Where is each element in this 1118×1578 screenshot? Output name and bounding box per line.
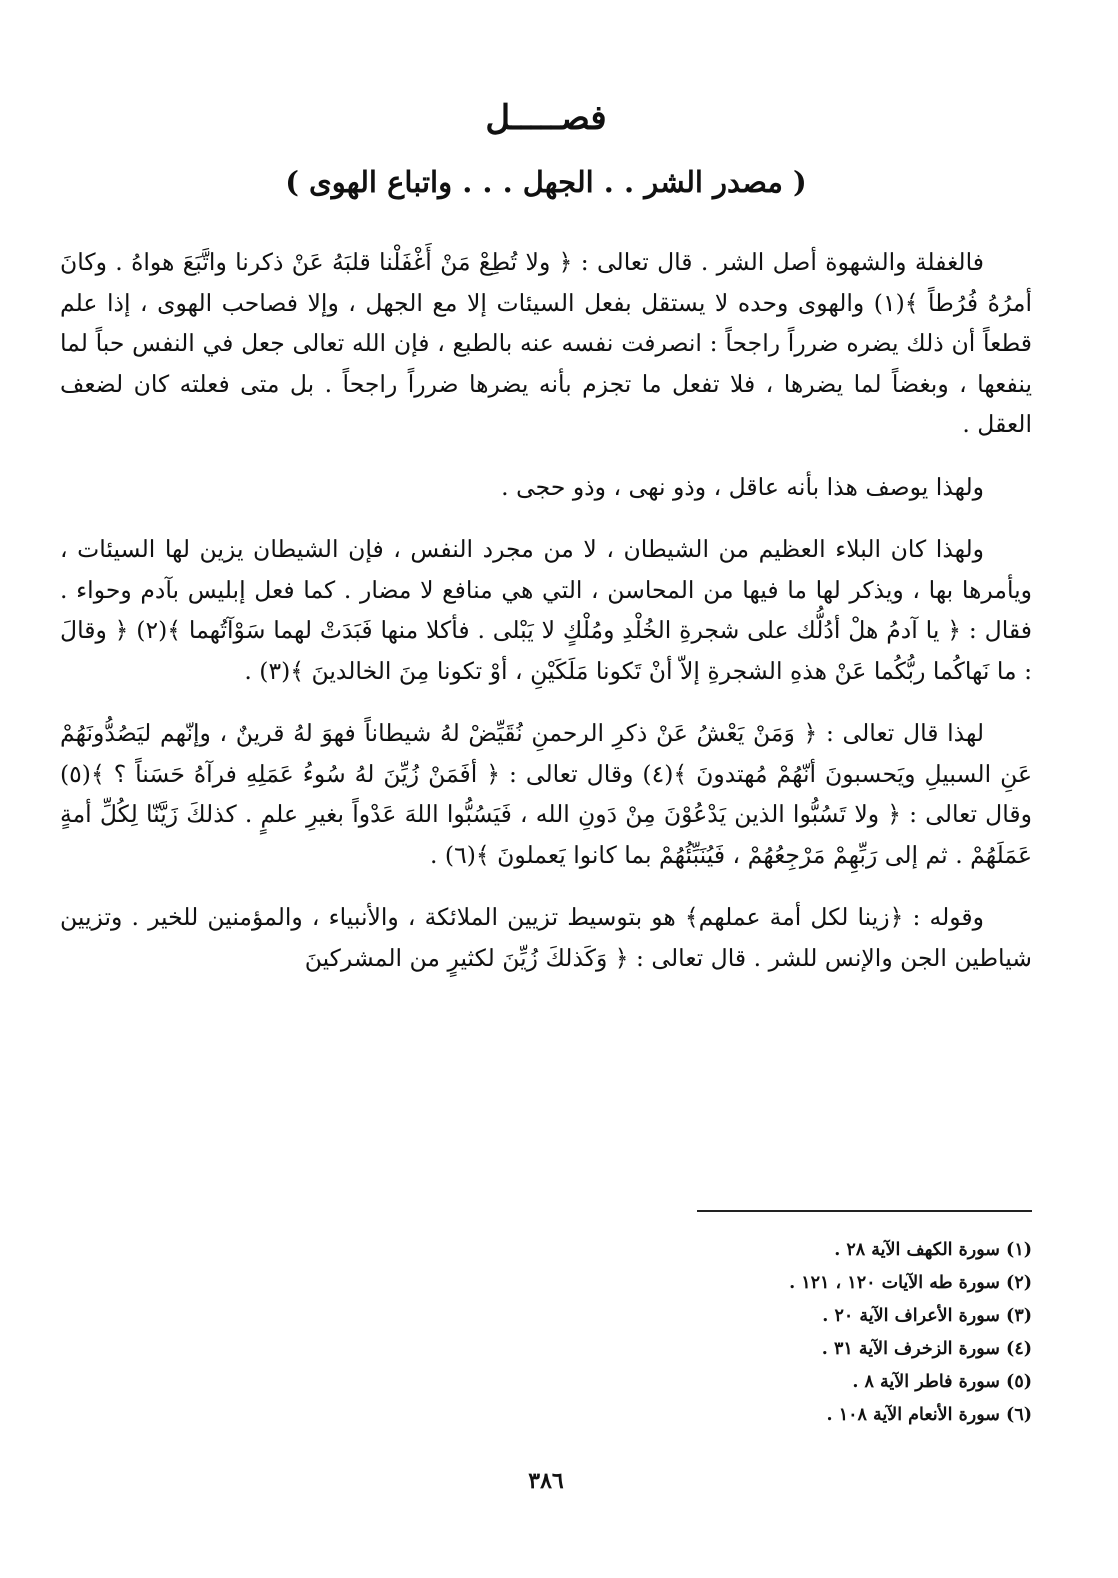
paragraph-4: لهذا قال تعالى : ﴿ وَمَنْ يَعْشُ عَنْ ذكرِ الرحمنِ نُقَيِّضْ لهُ شيطاناً فهوَ لهُ قرينٌ ، وإنّهم ليَصُدُّونَهُمْ عَنِ السبيلِ ويَحسبونَ أنّهُمْ مُهتدونَ ﴾(٤) وقال تعالى : ﴿ أفَمَنْ زُيِّنَ لهُ سُوءُ عَمَلِهِ فرآهُ حَسَناً ؟ ﴾(٥) وقال تعالى : ﴿ ولا تَسُبُّوا الذين يَدْعُوْنَ مِنْ دَونِ الله ، فَيَسُبُّوا اللهَ عَدْواً بغيرِ علمٍ . كذلكَ زَيَّنّا لِكُلِّ أمةٍ عَمَلَهُمْ . ثم إلى رَبِّهِمْ مَرْجِعُهُمْ ، فَيُنَبِّئُهُمْ بما كانوا يَعملونَ ﴾(٦) . [60, 719, 1032, 869]
footnote-1: (١) سورة الكهف الآية ٢٨ . [834, 1240, 1032, 1260]
paragraph-3: ولهذا كان البلاء العظيم من الشيطان ، لا من مجرد النفس ، فإن الشيطان يزين لها السيئات ، ويأمرها بها ، ويذكر لها ما فيها من المحاسن ، التي هي منافع لا مضار . كما فعل إبليس بآدم وحواء . فقال : ﴿ يا آدمُ هلْ أدُلُّك على شجرةِ الخُلْدِ ومُلْكٍ لا يَبْلى . فأكلا منها فَبَدَتْ لهما سَوْآتُهما ﴾(٢) ﴿ وقالَ : ما نَهاكُما ربُّكُما عَنْ هذهِ الشجرةِ إلاّ أنْ تَكونا مَلَكَيْنِ ، أوْ تكونا مِنَ الخالدينَ ﴾(٣) . [60, 535, 1032, 685]
body-text [60, 242, 1032, 1000]
footnote-5: (٥) سورة فاطر الآية ٨ . [852, 1372, 1032, 1392]
page-number: ٣٨٦ [528, 1468, 564, 1494]
footnote-6: (٦) سورة الأنعام الآية ١٠٨ . [826, 1405, 1032, 1425]
section-title: فصـــــل [485, 98, 607, 138]
paragraph-5: وقوله : ﴿زينا لكل أمة عملهم﴾ هو بتوسيط تزيين الملائكة ، والأنبياء ، والمؤمنين للخير . وتزيين شياطين الجن والإنس للشر . قال تعالى : ﴿ وَكَذلكَ زُيِّنَ لكثيرٍ من المشركينَ [60, 903, 1032, 972]
footnote-4: (٤) سورة الزخرف الآية ٣١ . [821, 1339, 1032, 1359]
footnote-3: (٣) سورة الأعراف الآية ٢٠ . [822, 1306, 1032, 1326]
footnotes-list [60, 1234, 1032, 1432]
footnote-divider [697, 1210, 1032, 1212]
paragraph-1: فالغفلة والشهوة أصل الشر . قال تعالى : ﴿ ولا تُطِعْ مَنْ أَغْفَلْنا قلبَهُ عَنْ ذكرنا واتَّبَعَ هواهُ . وكانَ أمرُهُ فُرُطاً ﴾(١) والهوى وحده لا يستقل بفعل السيئات إلا مع الجهل ، وإلا فصاحب الهوى ، إذا علم قطعاً أن ذلك يضره ضرراً راجحاً : انصرفت نفسه عنه بالطبع ، فإن الله تعالى جعل في النفس حباً لما ينفعها ، وبغضاً لما يضرها ، فلا تفعل ما تجزم بأنه يضرها ضرراً راجحاً . بل متى فعلته كان لضعف العقل . [60, 248, 1032, 438]
footnote-2: (٢) سورة طه الآيات ١٢٠ ، ١٢١ . [789, 1273, 1032, 1293]
book-page [60, 0, 1032, 1578]
section-subtitle: ( مصدر الشر . . الجهل . . . واتباع الهوى ) [285, 165, 807, 199]
paragraph-2: ولهذا يوصف هذا بأنه عاقل ، وذو نهى ، وذو حجى . [501, 472, 984, 501]
